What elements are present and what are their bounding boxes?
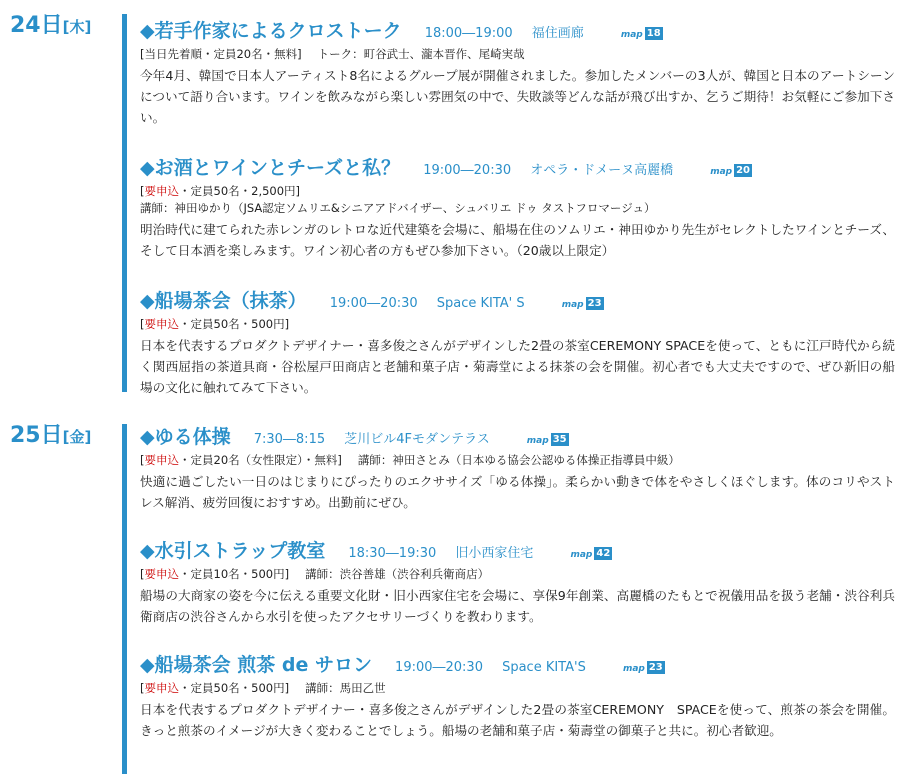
event-time: 19:00―20:30 — [395, 660, 483, 675]
event-conditions: ・定員50名・500円] — [179, 317, 290, 331]
map-label: map — [561, 300, 584, 310]
meta-bracket: [ — [140, 317, 145, 331]
event-meta — [140, 452, 895, 468]
event-conditions: ・定員50名・2,500円] — [179, 184, 301, 198]
reservation-required: 要申込 — [144, 681, 179, 695]
event-item — [140, 286, 895, 398]
event-venue: オペラ・ドメーヌ高麗橋 — [530, 163, 674, 178]
map-number-badge: 20 — [736, 165, 751, 176]
event-instructor: 講師：馬田乙世 — [305, 681, 386, 695]
map-label: map — [710, 167, 733, 177]
reservation-required: 要申込 — [144, 567, 179, 581]
meta-bracket: [ — [140, 567, 145, 581]
event-time: 18:30―19:30 — [348, 546, 437, 561]
reservation-required: 要申込 — [144, 453, 179, 467]
event-header — [140, 422, 895, 448]
reservation-required: 要申込 — [144, 317, 179, 331]
day-25-section — [0, 418, 900, 776]
event-instructor: 講師：神田ゆかり（JSA認定ソムリエ&シニアアドバイザー、シュバリエ ドゥ タストフロマージュ） — [140, 201, 656, 215]
map-label: map — [622, 664, 645, 674]
meta-bracket: [ — [140, 184, 145, 198]
event-meta — [140, 566, 895, 582]
event-description: 日本を代表するプロダクトデザイナー・喜多俊之さんがデザインした2畳の茶室CEREMONY SPACEを使って、ともに江戸時代から続く関西屈指の茶道具商・谷松屋戸田商店と老舗和菓子店・菊壽堂による抹茶の会を開催。初心者でも大丈夫ですので、ぜひ新旧の船場の文化に触れてみて下さい。 — [140, 338, 895, 395]
day-of-week: [木] — [62, 18, 92, 36]
event-meta — [140, 46, 895, 62]
event-item — [140, 153, 895, 261]
event-instructor: 講師：渋谷善雄（渋谷利兵衛商店） — [305, 567, 490, 581]
day-of-week: [金] — [62, 428, 92, 446]
map-number-badge: 18 — [646, 28, 661, 39]
day-label — [10, 8, 91, 39]
meta-bracket: [ — [140, 453, 145, 467]
event-title: ◆船場茶会 煎茶 de サロン — [140, 654, 372, 676]
event-time: 7:30―8:15 — [253, 432, 326, 447]
event-venue: 芝川ビル4Fモダンテラス — [344, 432, 490, 447]
event-header — [140, 650, 895, 676]
event-conditions: [当日先着順・定員20名・無料] — [140, 47, 302, 61]
event-header — [140, 153, 895, 179]
event-meta — [140, 183, 895, 199]
event-venue: 福住画廊 — [531, 26, 584, 41]
event-venue: Space KITA' S — [436, 296, 525, 311]
day-24-section — [0, 8, 900, 393]
map-label: map — [570, 550, 593, 560]
day-number: 25日 — [10, 423, 63, 448]
event-title: ◆ゆる体操 — [140, 426, 231, 448]
event-header — [140, 286, 895, 312]
map-number-badge: 35 — [552, 434, 567, 445]
event-title: ◆船場茶会（抹茶） — [140, 290, 307, 312]
event-item — [140, 16, 895, 128]
day-divider-bar — [122, 424, 127, 774]
event-conditions: ・定員20名（女性限定）・無料] — [179, 453, 342, 467]
event-title: ◆若手作家によるクロストーク — [140, 20, 402, 42]
event-time: 18:00―19:00 — [424, 26, 513, 41]
event-meta — [140, 680, 895, 696]
day-divider-bar — [122, 14, 127, 392]
event-description: 明治時代に建てられた赤レンガのレトロな近代建築を会場に、船場在住のソムリエ・神田ゆかり先生がセレクトしたワインとチーズ、そして日本酒を楽しみます。ワイン初心者の方もぜひ参加下さい。（20歳以上限定） — [140, 222, 895, 258]
event-time: 19:00―20:30 — [423, 163, 512, 178]
event-title: ◆水引ストラップ教室 — [140, 540, 326, 562]
event-description: 船場の大商家の姿を今に伝える重要文化財・旧小西家住宅を会場に、享保9年創業、高麗橋のたもとで祝儀用品を扱う老舗・渋谷利兵衛商店の渋谷さんから水引を使ったアクセサリーづくりを教わります。 — [140, 588, 895, 624]
map-label: map — [526, 436, 549, 446]
event-header — [140, 16, 895, 42]
map-number-badge: 42 — [596, 548, 611, 559]
event-description: 今年4月、韓国で日本人アーティスト8名によるグループ展が開催されました。参加したメンバーの3人が、韓国と日本のアートシーンについて語り合います。ワインを飲みながら楽しい雰囲気の中で、失敗談等どんな話が飛び出すか、乞うご期待！お気軽にご参加下さい。 — [140, 68, 895, 125]
event-venue: 旧小西家住宅 — [455, 546, 534, 561]
event-title: ◆お酒とワインとチーズと私？ — [140, 157, 401, 179]
map-number-badge: 23 — [648, 662, 663, 673]
meta-bracket: [ — [140, 681, 145, 695]
event-venue: Space KITA'S — [502, 660, 586, 675]
event-item — [140, 536, 895, 627]
event-conditions: ・定員50名・500円] — [179, 681, 290, 695]
event-speakers: トーク：町谷武士、瀧本晋作、尾崎実哉 — [317, 47, 525, 61]
event-header — [140, 536, 895, 562]
event-item — [140, 422, 895, 513]
map-label: map — [620, 30, 643, 40]
day-label — [10, 418, 91, 449]
event-description: 快適に過ごしたい一日のはじまりにぴったりのエクササイズ「ゆる体操」。柔らかい動きで体をやさしくほぐします。体のコリやストレス解消、疲労回復におすすめ。出勤前にぜひ。 — [140, 474, 895, 510]
event-instructor: 講師：神田さとみ（日本ゆる協会公認ゆる体操正指導員中級） — [357, 453, 680, 467]
event-description: 日本を代表するプロダクトデザイナー・喜多俊之さんがデザインした2畳の茶室CEREMONY SPACEを使って、煎茶の茶会を開催。きっと煎茶のイメージが大きく変わることでしょう。船場の老舗和菓子店・菊壽堂の御菓子と共に。初心者歓迎。 — [140, 702, 895, 738]
day-number: 24日 — [10, 13, 63, 38]
map-number-badge: 23 — [587, 298, 602, 309]
event-conditions: ・定員10名・500円] — [179, 567, 290, 581]
event-time: 19:00―20:30 — [329, 296, 418, 311]
event-item — [140, 650, 895, 741]
event-meta — [140, 316, 895, 332]
reservation-required: 要申込 — [144, 184, 179, 198]
